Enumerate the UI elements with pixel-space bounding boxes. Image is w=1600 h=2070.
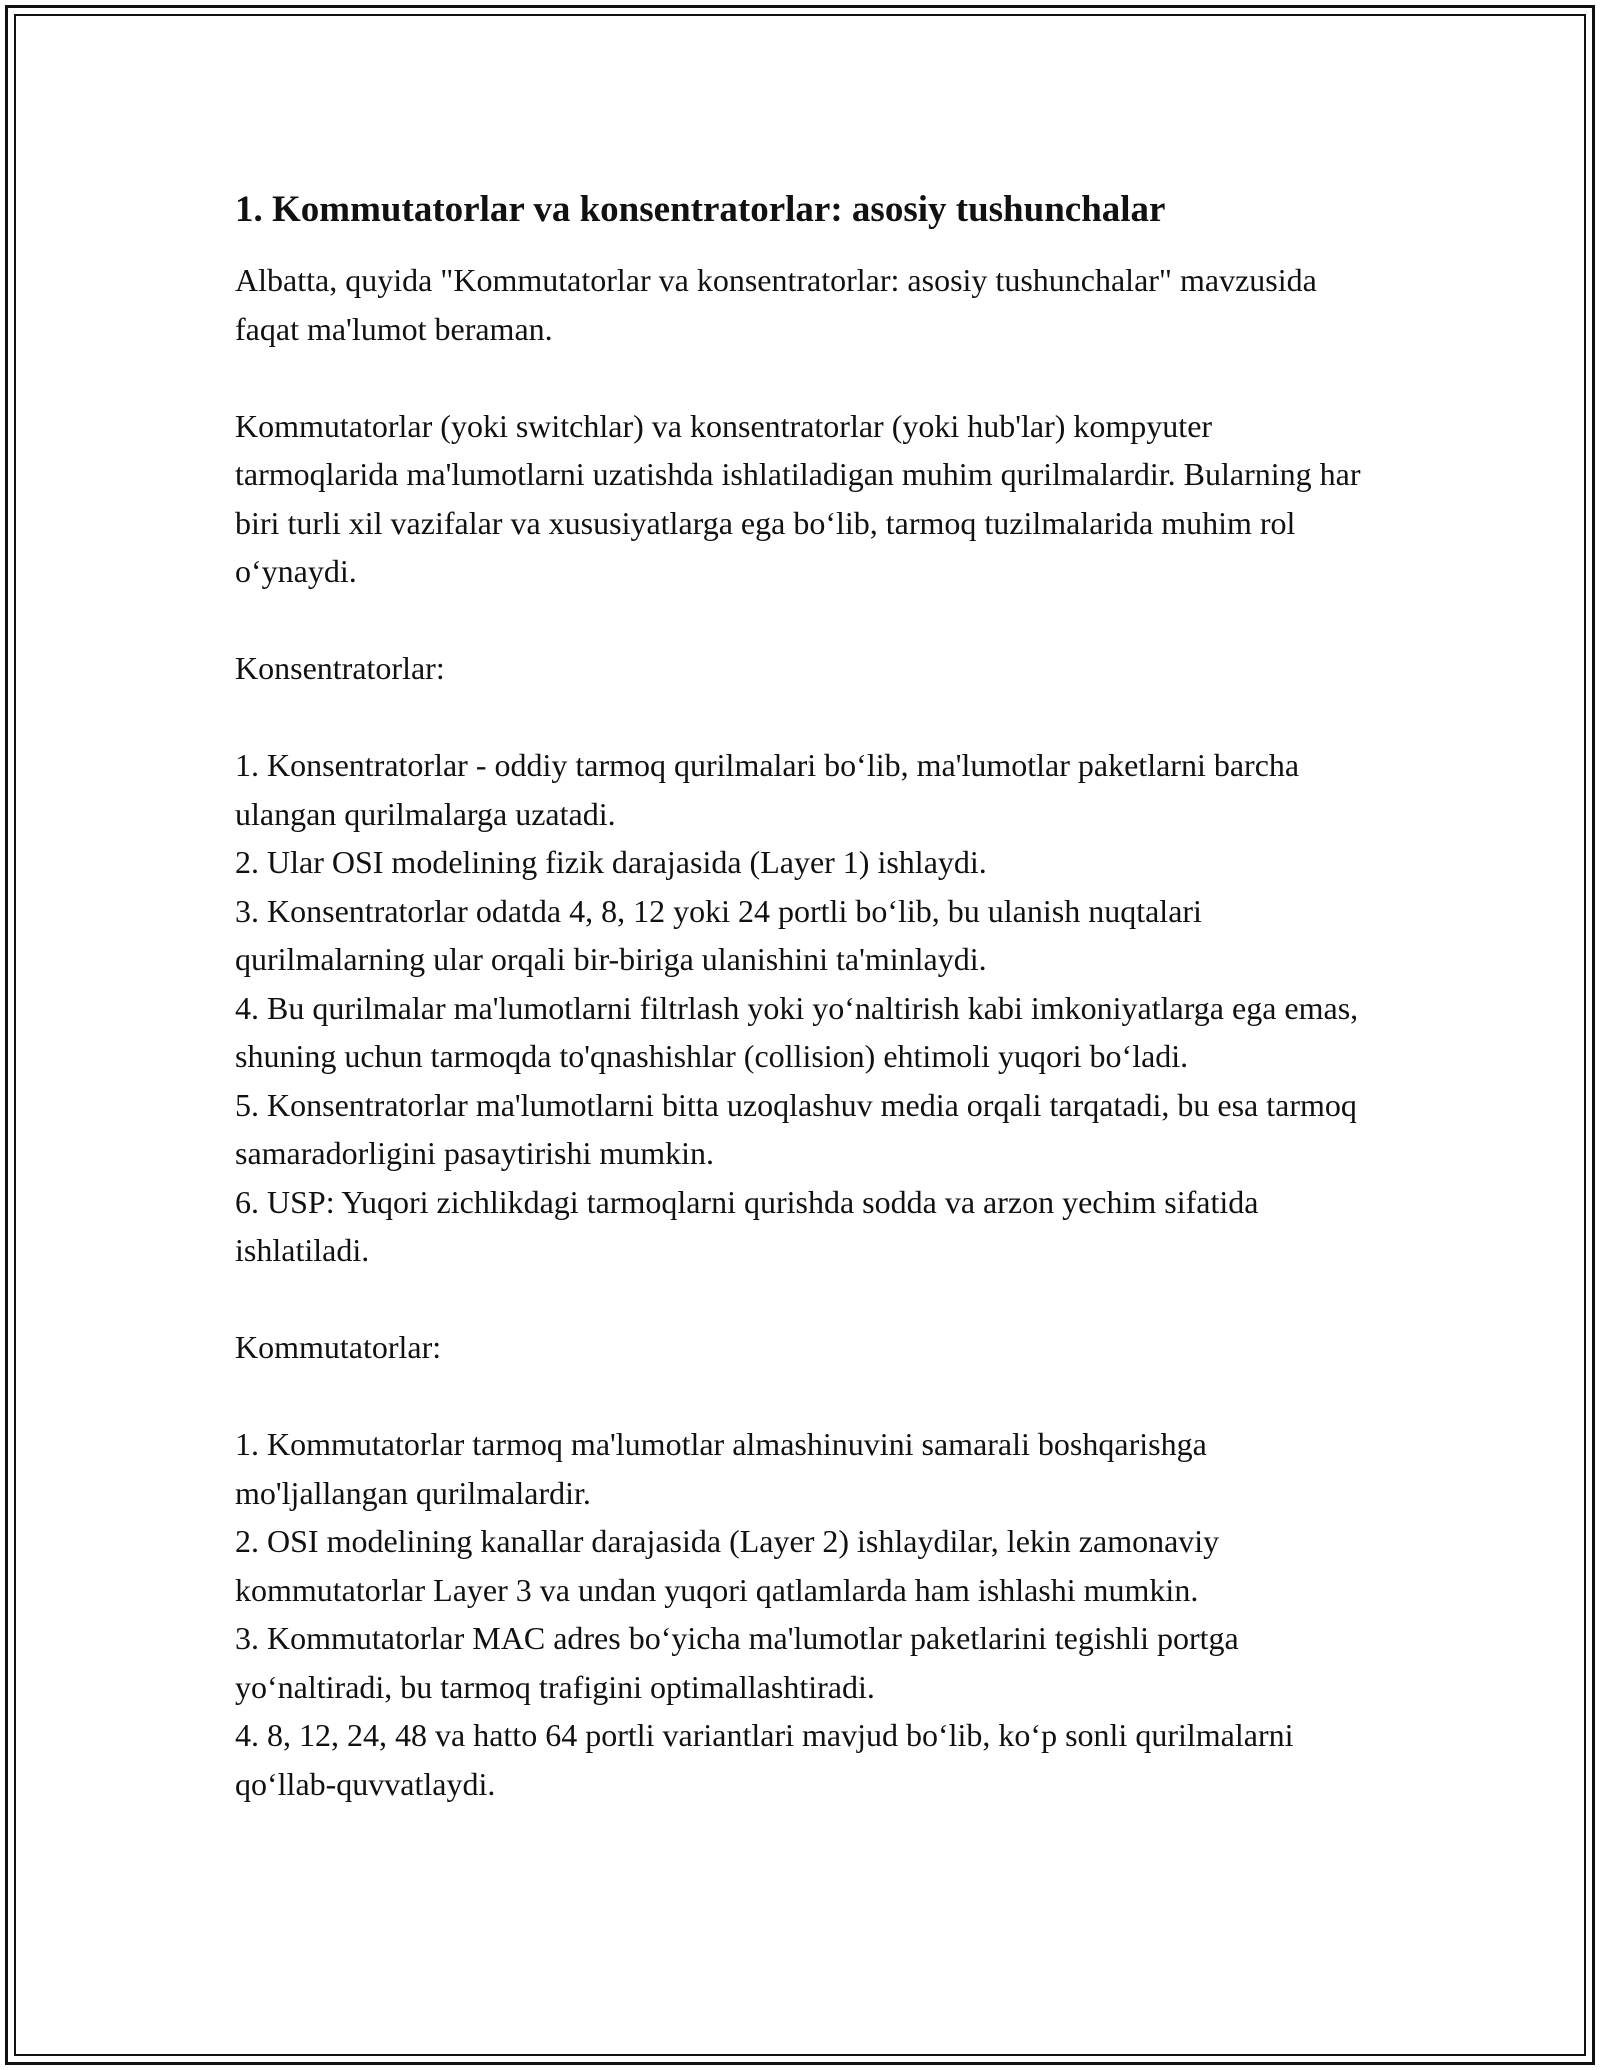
hubs-heading: Konsentratorlar: [235, 650, 445, 686]
list-item: 6. USP: Yuqori zichlikdagi tarmoqlarni qurishda sodda va arzon yechim sifatida ishlatiladi. [235, 1183, 1259, 1268]
overview-paragraph: Kommutatorlar (yoki switchlar) va konsentratorlar (yoki hub'lar) kompyuter tarmoqlarida ma'lumotlarni uzatishda ishlatiladigan muhim qurilmalardir. Bularning har biri turli xil vazifalar va xususiyatlarga ega bo‘lib, tarmoq tuzilmalarida muhim rol o‘ynaydi. [235, 407, 1361, 589]
list-item: 1. Konsentratorlar - oddiy tarmoq qurilmalari bo‘lib, ma'lumotlar paketlarni barcha ulangan qurilmalarga uzatadi. [235, 747, 1300, 832]
list-item: 3. Kommutatorlar MAC adres bo‘yicha ma'lumotlar paketlarini tegishli portga yo‘naltiradi, bu tarmoq trafigini optimallashtiradi. [235, 1620, 1239, 1705]
list-item: 2. OSI modelining kanallar darajasida (Layer 2) ishlaydilar, lekin zamonaviy kommutatorlar Layer 3 va undan yuqori qatlamlarda ham ishlashi mumkin. [235, 1523, 1220, 1608]
document-body [235, 186, 1375, 1857]
list-item: 4. Bu qurilmalar ma'lumotlarni filtrlash yoki yo‘naltirish kabi imkoniyatlarga ega emas, shuning uchun tarmoqda to'qnashishlar (collision) ehtimoli yuqori bo‘ladi. [235, 989, 1359, 1074]
list-item: 3. Konsentratorlar odatda 4, 8, 12 yoki 24 portli bo‘lib, bu ulanish nuqtalari qurilmalarning ular orqali bir-biriga ulanishini ta'minlaydi. [235, 892, 1202, 977]
hubs-list [235, 741, 1375, 1275]
list-item: 1. Kommutatorlar tarmoq ma'lumotlar almashinuvini samarali boshqarishga mo'ljallangan qurilmalardir. [235, 1426, 1207, 1511]
switches-heading: Kommutatorlar: [235, 1329, 442, 1365]
switches-list [235, 1420, 1375, 1808]
list-item: 5. Konsentratorlar ma'lumotlarni bitta uzoqlashuv media orqali tarqatadi, bu esa tarmoq samaradorligini pasaytirishi mumkin. [235, 1086, 1357, 1171]
intro-paragraph: Albatta, quyida "Kommutatorlar va konsentratorlar: asosiy tushunchalar" mavzusida faqat ma'lumot beraman. [235, 262, 1317, 347]
list-item: 2. Ular OSI modelining fizik darajasida (Layer 1) ishlaydi. [235, 844, 987, 880]
list-item: 4. 8, 12, 24, 48 va hatto 64 portli variantlari mavjud bo‘lib, ko‘p sonli qurilmalarni qo‘llab-quvvatlaydi. [235, 1717, 1294, 1802]
document-title: 1. Kommutatorlar va konsentratorlar: asosiy tushunchalar [235, 189, 1166, 230]
